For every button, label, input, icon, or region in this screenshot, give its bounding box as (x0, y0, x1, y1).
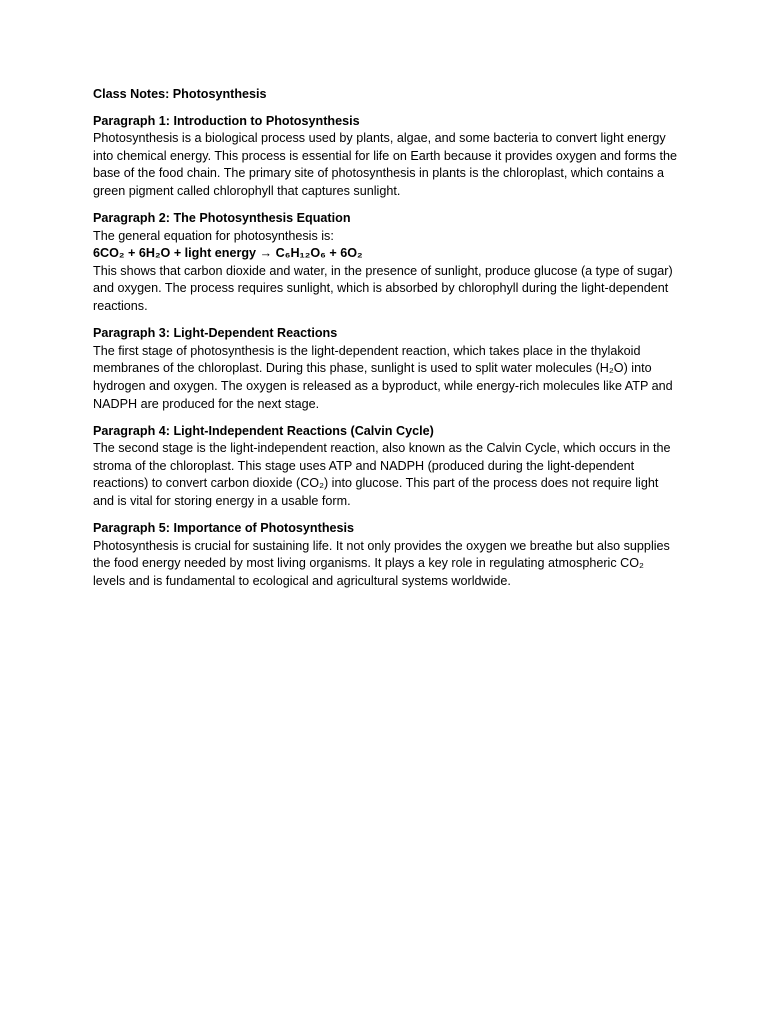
section-body: The second stage is the light-independent reaction, also known as the Calvin Cycle, which occurs in the stroma of the chloroplast. This stage uses ATP and NADPH (produced during the light-dependent reactions) to convert carbon dioxide (CO₂) into glucose. This part of the process does not require light and is vital for storing energy in a usable form. (93, 441, 671, 508)
section-light-dependent (93, 325, 678, 413)
section-heading: Paragraph 5: Importance of Photosynthesis (93, 521, 355, 536)
section-introduction (93, 113, 678, 201)
section-heading: Paragraph 4: Light-Independent Reactions (Calvin Cycle) (93, 423, 434, 438)
section-body: Photosynthesis is crucial for sustaining life. It not only provides the oxygen we breathe but also supplies the food energy needed by most living organisms. It plays a key role in regulating atmospheric CO₂ levels and is fundamental to ecological and agricultural systems worldwide. (93, 538, 670, 588)
section-heading: Paragraph 1: Introduction to Photosynthesis (93, 113, 360, 128)
document-page (93, 86, 678, 600)
section-heading: Paragraph 3: Light-Dependent Reactions (93, 326, 338, 341)
photosynthesis-equation: 6CO₂ + 6H₂O + light energy → C₆H₁₂O₆ + 6O₂ (93, 246, 363, 261)
section-heading: Paragraph 2: The Photosynthesis Equation (93, 211, 351, 226)
section-body: This shows that carbon dioxide and water, in the presence of sunlight, produce glucose (a type of sugar) and oxygen. The process requires sunlight, which is absorbed by chlorophyll during the light-dependent reactions. (93, 263, 673, 314)
section-body: Photosynthesis is a biological process used by plants, algae, and some bacteria to convert light energy into chemical energy. This process is essential for life on Earth because it provides oxygen and forms the base of the food chain. The primary site of photosynthesis in plants is the chloroplast, which contains a green pigment called chlorophyll that captures sunlight. (93, 131, 678, 198)
equation-intro: The general equation for photosynthesis is: (93, 228, 334, 243)
section-body: The first stage of photosynthesis is the light-dependent reaction, which takes place in the thylakoid membranes of the chloroplast. During this phase, sunlight is used to split water molecules (H₂O) into hydrogen and oxygen. The oxygen is released as a byproduct, while energy-rich molecules like ATP and NADPH are produced for the next stage. (93, 343, 673, 411)
section-importance (93, 520, 678, 590)
section-equation (93, 210, 678, 316)
document-title: Class Notes: Photosynthesis (93, 87, 267, 101)
section-calvin-cycle (93, 423, 678, 511)
